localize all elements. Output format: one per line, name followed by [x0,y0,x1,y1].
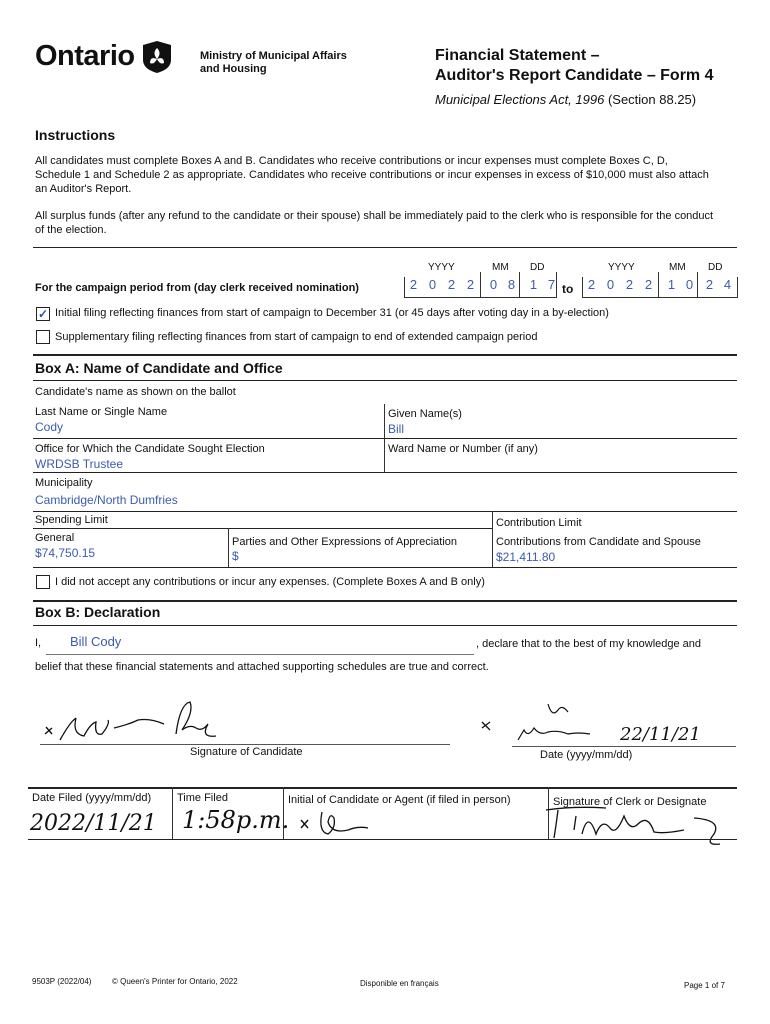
initial-filing-checkbox[interactable] [36,307,50,321]
candidate-signature-line [40,744,450,745]
instructions-heading: Instructions [35,127,116,143]
to-dd-label: DD [708,262,723,273]
no-contributions-checkbox[interactable] [36,575,50,589]
to-mm-label: MM [669,262,686,273]
french-availability: Disponible en français [360,979,439,988]
ballot-name-label: Candidate's name as shown on the ballot [35,386,236,398]
general-spending-value[interactable]: $74,750.15 [35,546,96,560]
box-b-top-rule [33,600,737,602]
to-date-field[interactable]: 2 0 2 2 1 0 2 4 [582,277,738,298]
to-date-separator [658,272,659,297]
ontario-logo-text: Ontario [35,40,135,72]
ward-label: Ward Name or Number (if any) [388,443,538,455]
office-label: Office for Which the Candidate Sought Election [35,443,265,455]
act-reference: Municipal Elections Act, 1996 (Section 88.25) [435,92,697,107]
initial-agent-label: Initial of Candidate or Agent (if filed in person) [288,794,511,806]
time-filed-label: Time Filed [177,792,228,804]
from-date-field[interactable]: 2 0 2 2 0 8 1 7 [404,277,557,298]
belief-text: belief that these financial statements and attached supporting schedules are true and correct. [35,661,489,673]
municipality-label: Municipality [35,477,93,489]
to-yyyy-label: YYYY [608,262,635,273]
from-date-separator [556,272,557,297]
box-a-top-rule [33,354,737,356]
date-scribble-icon [478,700,598,746]
instructions-paragraph-2: All surplus funds (after any refund to the candidate or their spouse) shall be immediately paid to the clerk who is responsible for the conduct of the election. [35,210,714,236]
date-label: Date (yyyy/mm/dd) [540,749,633,761]
column-separator [384,404,385,438]
filing-table-bottom-rule [28,839,737,840]
clerk-signature-label: Signature of Clerk or Designate [553,796,707,808]
declarant-name-value[interactable]: Bill Cody [70,634,122,649]
from-yyyy-label: YYYY [428,262,455,273]
candidate-signature-label: Signature of Candidate [190,746,303,758]
from-dd-label: DD [530,262,545,273]
date-filed-value: 2022/11/21 [30,811,157,836]
divider [33,472,737,473]
trillium-logo-icon [141,40,173,74]
declaration-i-label: I, [35,637,42,649]
date-filed-label: Date Filed (yyyy/mm/dd) [32,792,152,804]
from-date-separator [519,272,520,297]
page-number: Page 1 of 7 [684,981,725,990]
declarant-name-line [46,654,474,655]
divider [33,247,737,248]
instructions-paragraph-1: All candidates must complete Boxes A and B. Candidates who receive contributions or incur expenses must complete Boxes C, D, Schedule 1 and Schedule 2 as appropriate. Candidates who receive contributions or incur expenses in excess of $10,000 must also attach an Auditor's Report. [35,155,709,195]
no-contributions-label: I did not accept any contributions or incur any expenses. (Complete Boxes A and B only) [55,576,485,588]
campaign-period-label: For the campaign period from (day clerk received nomination) [35,282,359,294]
box-b-heading: Box B: Declaration [35,604,161,620]
candidate-signature-icon [40,694,270,750]
general-label: General [35,532,75,544]
given-name-label: Given Name(s) [388,408,462,420]
to-label: to [562,282,574,296]
form-title: Financial Statement – Auditor's Report Candidate – Form 4 [435,47,714,84]
from-mm-label: MM [492,262,509,273]
time-filed-value: 1:58p.m. [182,806,290,834]
check-icon: ✓ [37,307,49,321]
last-name-label: Last Name or Single Name [35,406,168,418]
supplementary-filing-checkbox[interactable] [36,330,50,344]
contributions-candidate-spouse-value[interactable]: $21,411.80 [496,550,556,564]
office-value[interactable]: WRDSB Trustee [35,457,124,471]
column-separator [492,511,493,567]
given-name-value[interactable]: Bill [388,422,405,436]
clerk-signature-icon [544,804,724,848]
column-separator [384,438,385,472]
box-a-heading: Box A: Name of Candidate and Office [35,360,283,376]
spending-limit-label: Spending Limit [35,514,108,526]
last-name-value[interactable]: Cody [35,420,64,434]
declaration-text: , declare that to the best of my knowledge and [476,638,702,650]
initial-filing-label: Initial filing reflecting finances from start of campaign to December 31 (or 45 days after voting day in a by-election) [55,307,609,319]
form-number: 9503P (2022/04) [32,977,92,986]
contributions-candidate-spouse-label: Contributions from Candidate and Spouse [496,536,701,548]
divider [33,528,492,529]
to-date-separator [697,272,698,297]
divider [33,380,737,381]
municipality-value[interactable]: Cambridge/North Dumfries [35,493,178,507]
date-line [512,746,736,747]
from-date-separator [480,272,481,297]
parties-label: Parties and Other Expressions of Appreciation [232,536,458,548]
contribution-limit-label: Contribution Limit [496,517,582,529]
divider [33,567,737,568]
divider [33,625,737,626]
column-separator [228,528,229,567]
ministry-name: Ministry of Municipal Affairs and Housing [200,50,347,75]
column-separator [172,787,173,839]
filing-table-top-rule [28,787,737,789]
supplementary-filing-label: Supplementary filing reflecting finances from start of campaign to end of extended campaign period [55,331,538,343]
date-handwritten-value: 22/11/21 [620,724,701,745]
divider [33,511,737,512]
agent-initial-icon [298,808,378,838]
copyright: © Queen's Printer for Ontario, 2022 [112,977,238,986]
parties-value[interactable]: $ [232,549,239,563]
divider [33,438,737,439]
